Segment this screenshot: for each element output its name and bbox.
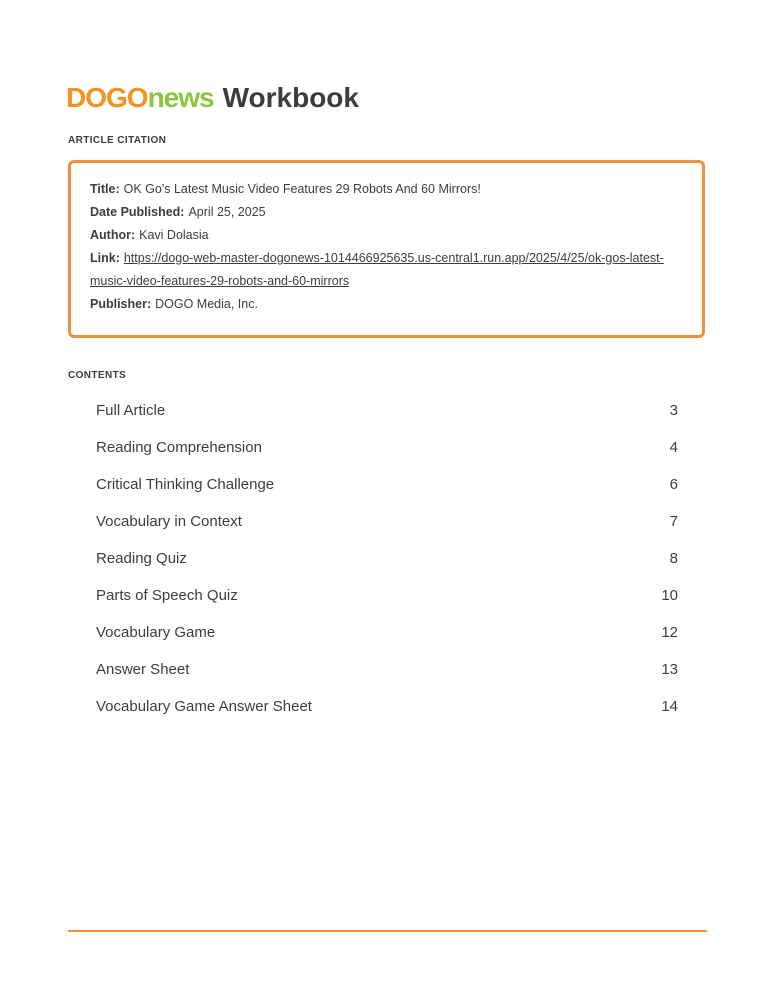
toc-item-label: Full Article xyxy=(96,402,166,419)
toc-item-page: 4 xyxy=(669,439,678,456)
toc-item-page: 10 xyxy=(661,587,678,604)
citation-link-label: Link: xyxy=(90,251,120,265)
citation-date-label: Date Published: xyxy=(90,205,185,219)
citation-link-row xyxy=(90,247,676,293)
toc-item-label: Vocabulary in Context xyxy=(96,513,242,530)
logo-workbook-text: Workbook xyxy=(222,82,359,113)
citation-author-label: Author: xyxy=(90,228,136,242)
toc-item-page: 3 xyxy=(669,402,678,419)
toc-row-full-article xyxy=(96,392,678,429)
citation-date-row xyxy=(90,201,676,224)
citation-date-value: April 25, 2025 xyxy=(188,205,266,219)
toc-item-label: Reading Comprehension xyxy=(96,439,262,456)
citation-publisher-label: Publisher: xyxy=(90,297,152,311)
toc-item-label: Parts of Speech Quiz xyxy=(96,587,238,604)
logo-dogo-text: DOGO xyxy=(66,82,148,113)
toc-item-page: 14 xyxy=(661,698,678,715)
toc-item-page: 12 xyxy=(661,624,678,641)
citation-title-row xyxy=(90,178,676,201)
citation-title-value: OK Go's Latest Music Video Features 29 Robots And 60 Mirrors! xyxy=(123,182,481,196)
citation-author-value: Kavi Dolasia xyxy=(139,228,209,242)
citation-publisher-value: DOGO Media, Inc. xyxy=(155,297,258,311)
citation-author-row xyxy=(90,224,676,247)
table-of-contents xyxy=(96,392,678,725)
citation-title-label: Title: xyxy=(90,182,120,196)
toc-item-page: 7 xyxy=(669,513,678,530)
logo-news-text: news xyxy=(147,82,214,113)
toc-row-vocabulary-game xyxy=(96,614,678,651)
toc-item-label: Critical Thinking Challenge xyxy=(96,476,275,493)
toc-item-label: Vocabulary Game Answer Sheet xyxy=(96,698,312,715)
toc-item-page: 8 xyxy=(669,550,678,567)
toc-item-label: Answer Sheet xyxy=(96,661,190,678)
toc-item-page: 13 xyxy=(661,661,678,678)
toc-row-reading-comprehension xyxy=(96,429,678,466)
toc-item-label: Vocabulary Game xyxy=(96,624,216,641)
toc-row-answer-sheet xyxy=(96,651,678,688)
toc-row-parts-of-speech-quiz xyxy=(96,577,678,614)
toc-item-page: 6 xyxy=(669,476,678,493)
footer-divider xyxy=(68,930,707,932)
citation-box xyxy=(68,160,705,338)
citation-article-link[interactable]: https://dogo-web-master-dogonews-1014466925635.us-central1.run.app/2025/4/25/ok-gos-latest-music-video-features-29-robots-and-60-mirrors xyxy=(90,251,664,288)
contents-heading: CONTENTS xyxy=(68,370,127,381)
toc-row-vocabulary-game-answer-sheet xyxy=(96,688,678,725)
toc-row-reading-quiz xyxy=(96,540,678,577)
article-citation-heading: ARTICLE CITATION xyxy=(68,135,167,146)
citation-publisher-row xyxy=(90,293,676,316)
toc-row-vocabulary-in-context xyxy=(96,503,678,540)
toc-item-label: Reading Quiz xyxy=(96,550,187,567)
dogonews-workbook-logo xyxy=(66,82,359,114)
toc-row-critical-thinking-challenge xyxy=(96,466,678,503)
